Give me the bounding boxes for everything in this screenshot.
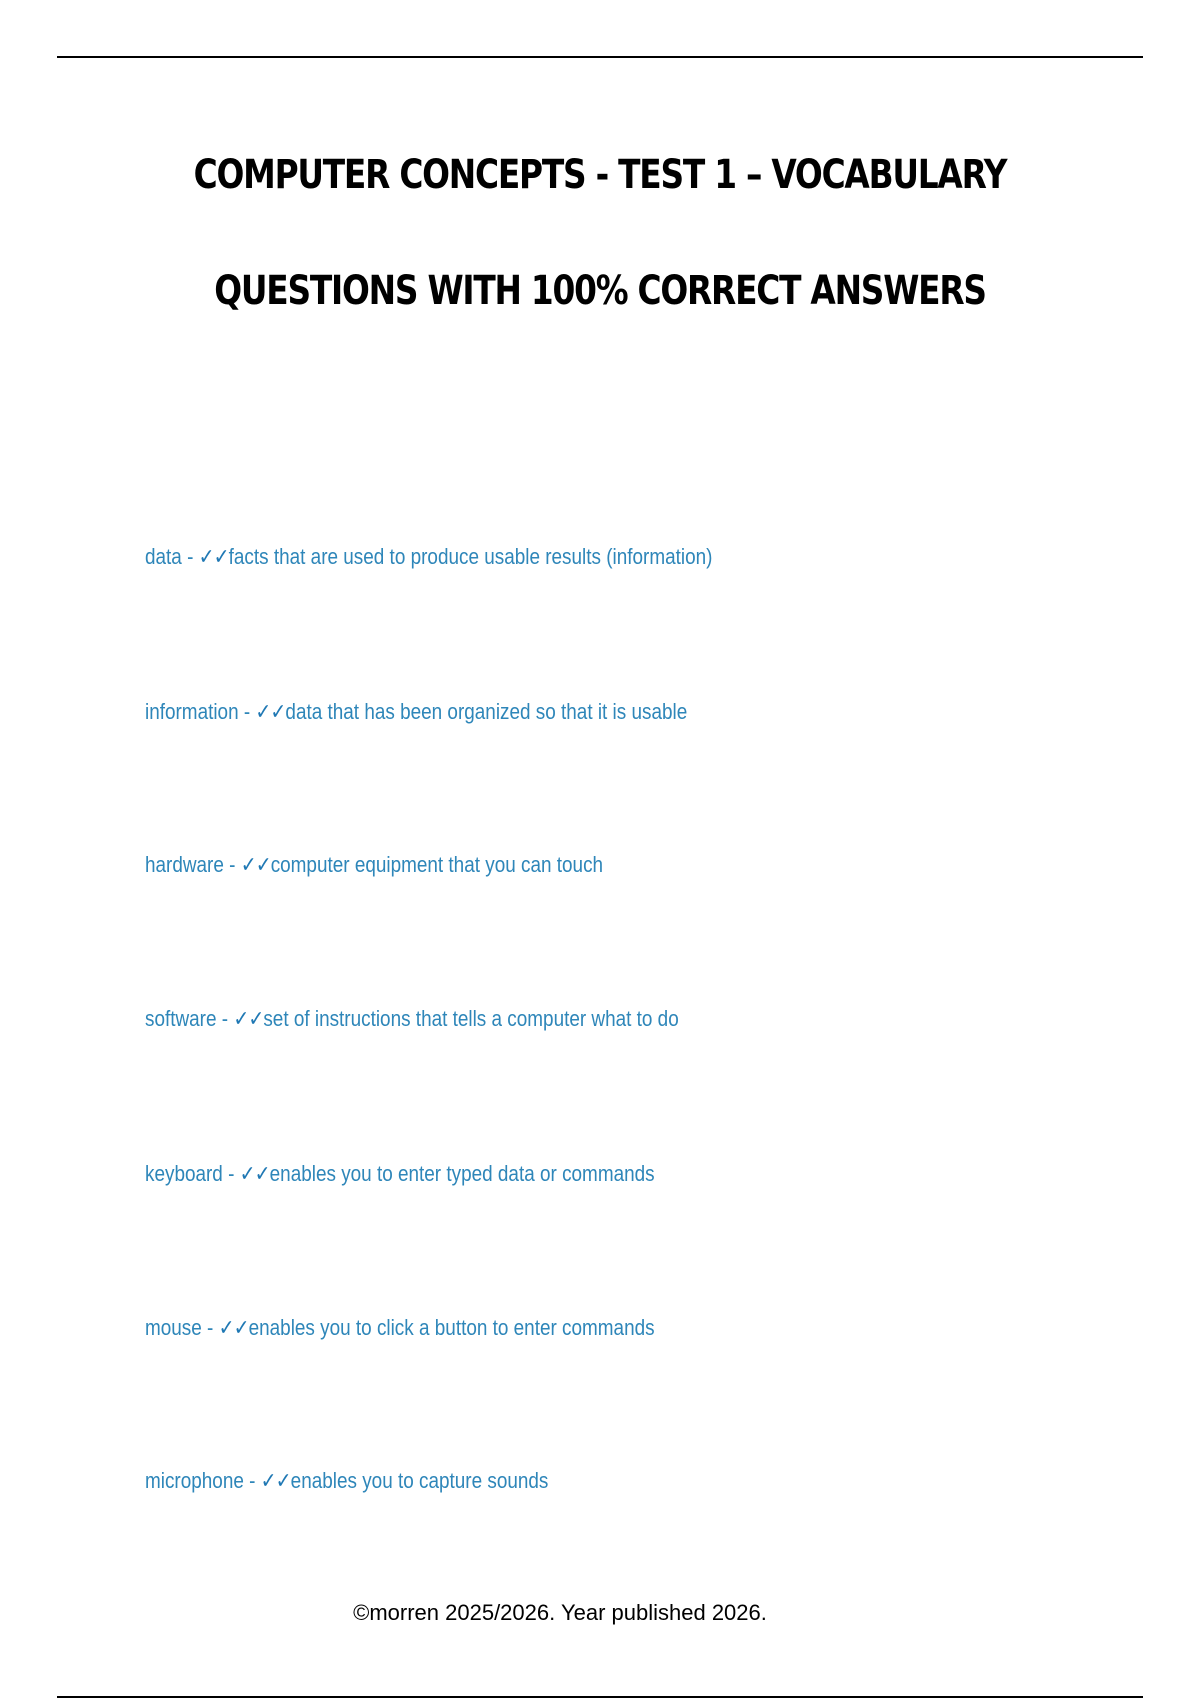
vocab-entry-hardware <box>145 852 603 878</box>
vocab-separator: - <box>216 1006 234 1031</box>
vocab-entry-keyboard <box>145 1161 655 1187</box>
vocab-entry-software <box>145 1006 679 1032</box>
vocab-term: software <box>145 1006 217 1031</box>
vocab-entry-microphone <box>145 1468 548 1494</box>
top-rule <box>57 56 1143 58</box>
vocab-term: information <box>145 699 239 724</box>
vocab-separator: - <box>222 1161 240 1186</box>
vocab-definition: facts that are used to produce usable results (information) <box>228 544 713 569</box>
vocab-separator: - <box>223 852 241 877</box>
check-mark-icon: ✓✓ <box>218 1316 249 1341</box>
document-title-line-2: QUESTIONS WITH 100% CORRECT ANSWERS <box>214 268 986 314</box>
vocab-entry-mouse <box>145 1315 655 1341</box>
vocab-definition: computer equipment that you can touch <box>270 852 604 877</box>
vocab-term: keyboard <box>145 1161 223 1186</box>
document-title-line-1: COMPUTER CONCEPTS - TEST 1 – VOCABULARY <box>193 152 1007 198</box>
check-mark-icon: ✓✓ <box>233 1007 264 1032</box>
check-mark-icon: ✓✓ <box>240 853 271 878</box>
vocab-separator: - <box>238 699 256 724</box>
check-mark-icon: ✓✓ <box>239 1162 270 1187</box>
check-mark-icon: ✓✓ <box>260 1469 291 1494</box>
check-mark-icon: ✓✓ <box>255 700 286 725</box>
vocab-entry-information <box>145 699 687 725</box>
vocab-separator: - <box>181 544 199 569</box>
vocab-definition: set of instructions that tells a computer what to do <box>263 1006 679 1031</box>
vocab-definition: enables you to capture sounds <box>290 1468 549 1493</box>
vocab-separator: - <box>201 1315 219 1340</box>
vocab-separator: - <box>243 1468 261 1493</box>
vocab-definition: enables you to enter typed data or commands <box>269 1161 655 1186</box>
vocab-term: mouse <box>145 1315 202 1340</box>
check-mark-icon: ✓✓ <box>198 545 229 570</box>
vocab-term: data <box>145 544 182 569</box>
copyright-footer: ©morren 2025/2026. Year published 2026. <box>353 1600 767 1625</box>
bottom-rule <box>57 1696 1143 1698</box>
vocab-term: microphone <box>145 1468 244 1493</box>
vocab-definition: data that has been organized so that it is usable <box>285 699 688 724</box>
vocab-entry-data <box>145 544 712 570</box>
vocab-definition: enables you to click a button to enter commands <box>248 1315 655 1340</box>
vocab-term: hardware <box>145 852 224 877</box>
